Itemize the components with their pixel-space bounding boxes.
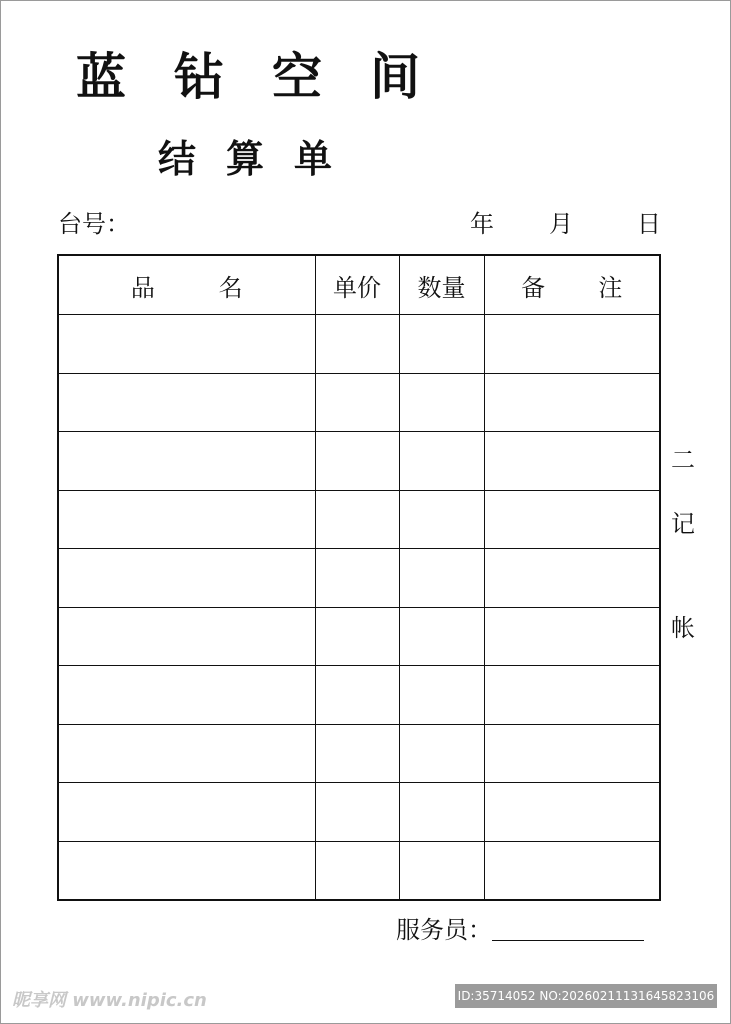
- cell-remarks[interactable]: [484, 783, 660, 842]
- cell-quantity[interactable]: [399, 783, 484, 842]
- cell-remarks[interactable]: [484, 841, 660, 900]
- side-text-char-2: 记: [671, 510, 695, 538]
- cell-name[interactable]: [58, 315, 315, 374]
- cell-name[interactable]: [58, 373, 315, 432]
- cell-quantity[interactable]: [399, 666, 484, 725]
- table-row: [58, 549, 660, 608]
- document-title: 结算单: [158, 136, 363, 181]
- cell-name[interactable]: [58, 432, 315, 491]
- waiter-signature-line[interactable]: [492, 940, 644, 941]
- cell-name[interactable]: [58, 783, 315, 842]
- cell-remarks[interactable]: [484, 315, 660, 374]
- cell-name[interactable]: [58, 841, 315, 900]
- cell-quantity[interactable]: [399, 373, 484, 432]
- cell-unit-price[interactable]: [315, 490, 399, 549]
- cell-remarks[interactable]: [484, 607, 660, 666]
- column-header-remarks: [484, 255, 660, 315]
- column-header-remarks-char-1: 备: [521, 273, 546, 302]
- cell-unit-price[interactable]: [315, 315, 399, 374]
- shop-name: 蓝钻空间: [76, 47, 468, 106]
- cell-quantity[interactable]: [399, 432, 484, 491]
- watermark-logo: 昵享网 www.nipic.cn: [12, 990, 207, 1011]
- waiter-label: 服务员：: [396, 916, 492, 944]
- date-day-label: 日: [637, 210, 661, 238]
- cell-name[interactable]: [58, 724, 315, 783]
- column-header-name-char-1: 品: [130, 273, 155, 302]
- cell-quantity[interactable]: [399, 490, 484, 549]
- cell-quantity[interactable]: [399, 841, 484, 900]
- cell-unit-price[interactable]: [315, 432, 399, 491]
- bill-table-body: [58, 315, 660, 901]
- cell-unit-price[interactable]: [315, 373, 399, 432]
- date-year-label: 年: [470, 210, 494, 238]
- column-header-name-char-2: 名: [218, 273, 243, 302]
- side-text-char-3: 帐: [671, 614, 695, 642]
- column-header-name: [58, 255, 315, 315]
- cell-quantity[interactable]: [399, 315, 484, 374]
- table-row: [58, 315, 660, 374]
- cell-unit-price[interactable]: [315, 783, 399, 842]
- table-header-row: [58, 255, 660, 315]
- table-row: [58, 490, 660, 549]
- table-row: [58, 432, 660, 491]
- cell-quantity[interactable]: [399, 549, 484, 608]
- cell-quantity[interactable]: [399, 724, 484, 783]
- table-row: [58, 666, 660, 725]
- cell-remarks[interactable]: [484, 666, 660, 725]
- cell-name[interactable]: [58, 607, 315, 666]
- table-row: [58, 724, 660, 783]
- table-row: [58, 841, 660, 900]
- side-text-char-1: 二: [671, 446, 695, 474]
- cell-name[interactable]: [58, 666, 315, 725]
- cell-quantity[interactable]: [399, 607, 484, 666]
- cell-unit-price[interactable]: [315, 549, 399, 608]
- cell-unit-price[interactable]: [315, 666, 399, 725]
- table-row: [58, 373, 660, 432]
- column-header-unit-price: 单价: [315, 255, 399, 315]
- watermark-id: ID:35714052 NO:20260211131645823106: [455, 984, 717, 1008]
- column-header-quantity: 数量: [399, 255, 484, 315]
- cell-name[interactable]: [58, 490, 315, 549]
- table-row: [58, 783, 660, 842]
- table-row: [58, 607, 660, 666]
- table-number-label: 台号：: [58, 210, 130, 238]
- bill-table: [57, 254, 661, 901]
- cell-remarks[interactable]: [484, 490, 660, 549]
- cell-remarks[interactable]: [484, 724, 660, 783]
- cell-unit-price[interactable]: [315, 841, 399, 900]
- cell-remarks[interactable]: [484, 373, 660, 432]
- cell-name[interactable]: [58, 549, 315, 608]
- cell-remarks[interactable]: [484, 549, 660, 608]
- cell-remarks[interactable]: [484, 432, 660, 491]
- column-header-remarks-char-2: 注: [598, 273, 623, 302]
- cell-unit-price[interactable]: [315, 607, 399, 666]
- date-month-label: 月: [549, 210, 573, 238]
- cell-unit-price[interactable]: [315, 724, 399, 783]
